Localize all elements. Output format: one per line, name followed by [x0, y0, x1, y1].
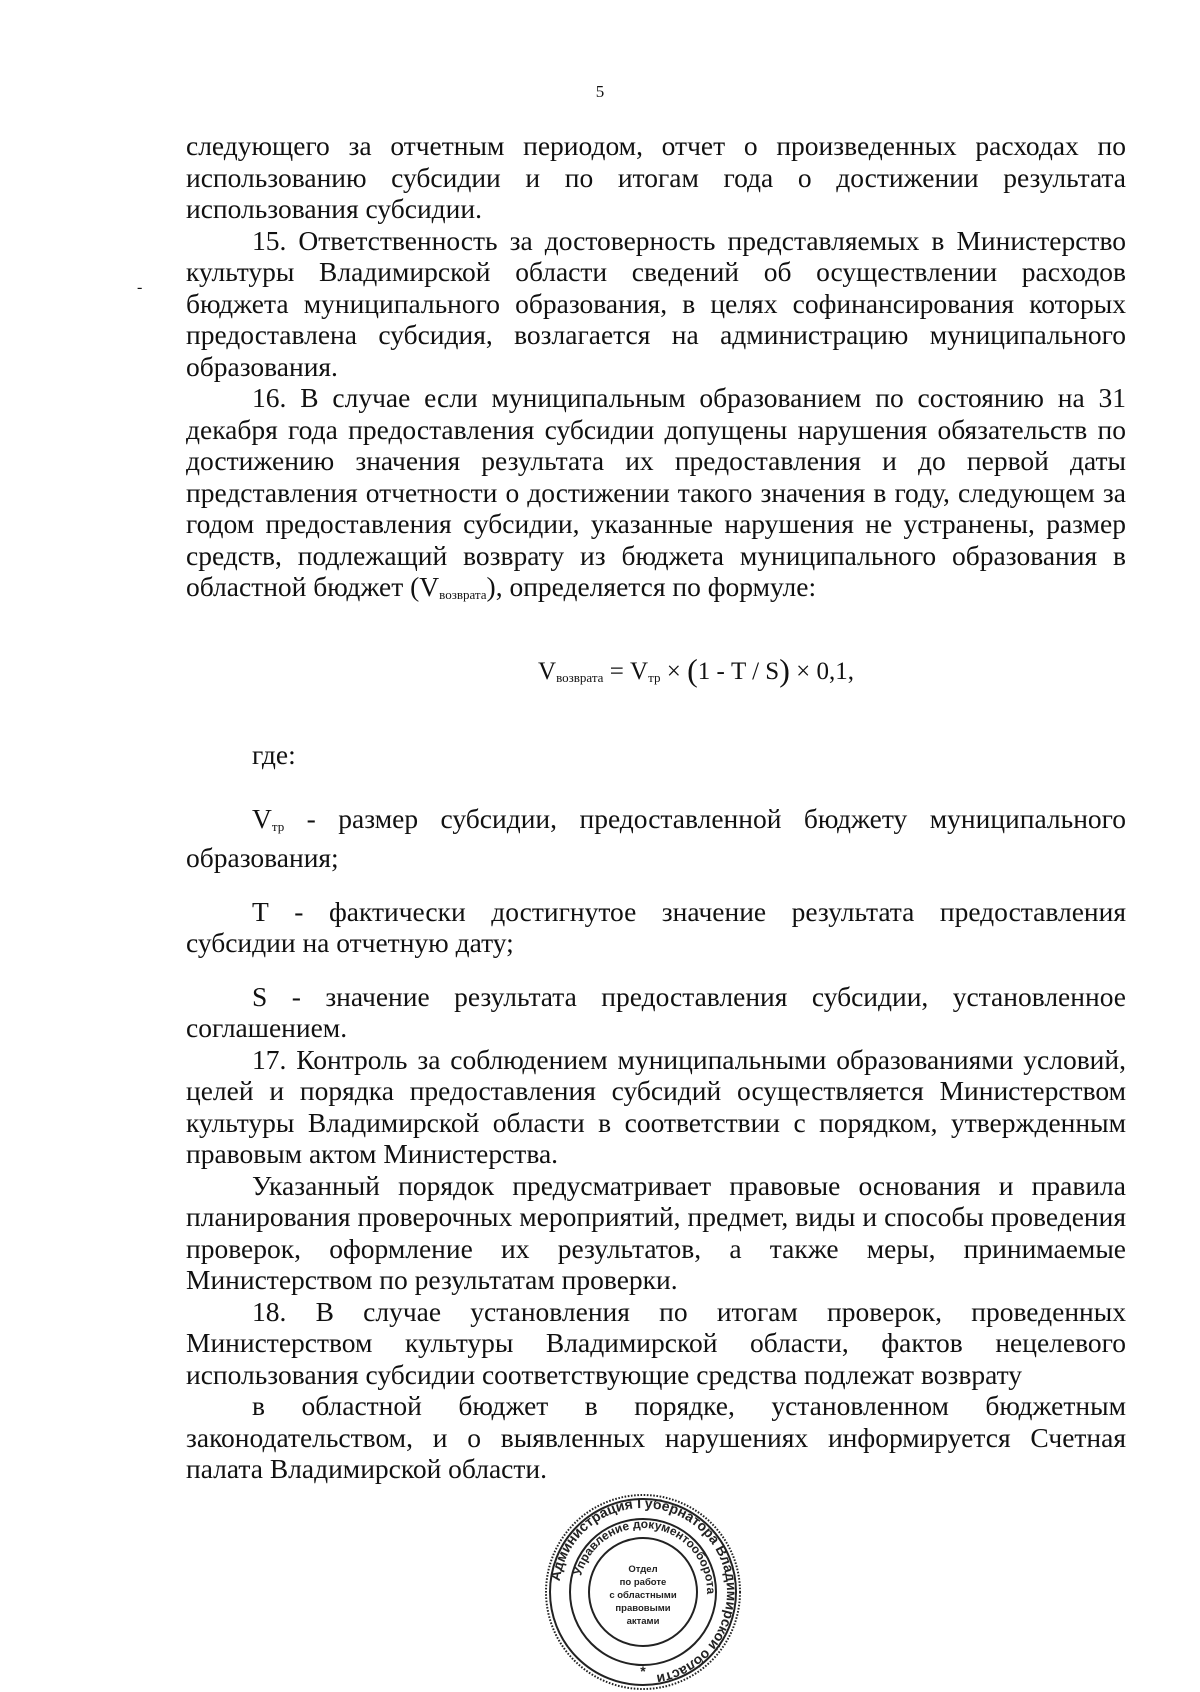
paragraph-16-subscript: возврата	[439, 587, 487, 602]
definition-v-subscript: тр	[271, 818, 285, 834]
page-number: 5	[595, 82, 605, 101]
formula-tr-subscript: тр	[648, 669, 661, 685]
paragraph-16	[186, 382, 1126, 611]
paragraph-16-end: ), определяется по формуле:	[486, 571, 817, 602]
stamp-outer-text: Администрация Губернатора Владимирской области	[546, 1494, 741, 1688]
formula-lhs: V	[538, 657, 557, 685]
official-stamp	[543, 1492, 743, 1692]
formula-multiply: ×	[660, 657, 688, 685]
formula-tail: × 0,1,	[789, 657, 854, 685]
stamp-center-line-1: Отдел	[628, 1564, 658, 1575]
stamp-center-line-5: актами	[626, 1616, 660, 1627]
definition-v-text: - размер субсидии, предоставленной бюджету муниципального образования;	[186, 802, 1126, 873]
paragraph-15: 15. Ответственность за достоверность представляемых в Министерство культуры Владимирской области сведений об осуществлении расходов бюджета муниципального образования, в целях софинансирования которых предоставлена субсидия, возлагается на администрацию муниципального образования.	[186, 224, 1126, 382]
stamp-center-line-3: с областными	[609, 1590, 677, 1601]
paragraph-14-end: следующего за отчетным периодом, отчет о произведенных расходах по использованию субсидии и по итогам года о достижении результата использования субсидии.	[186, 130, 1126, 224]
stamp-star: *	[640, 1663, 646, 1679]
stamp-center-line-4: правовыми	[615, 1603, 671, 1614]
paragraph-18a: 18. В случае установления по итогам проверок, проведенных Министерством культуры Владимирской области, фактов нецелевого использования субсидии соответствующие средства подлежат возврату	[186, 1295, 1126, 1390]
definition-v	[186, 803, 1126, 874]
where-label: где:	[252, 739, 296, 770]
paragraph-16-text: 16. В случае если муниципальным образованием по состоянию на 31 декабря года предоставления субсидии допущены нарушения обязательств по достижению значения результата их предоставления и до первой даты представления отчетности о достижении такого значения в году, следующем за годом предоставления субсидии, указанные нарушения не устранены, размер средств, подлежащий возврату из бюджета муниципального образования в областной бюджет (V	[186, 382, 1126, 602]
definition-s: S - значение результата предоставления субсидии, установленное соглашением.	[186, 980, 1126, 1043]
formula-eq: = V	[603, 657, 649, 685]
document-body	[186, 130, 1126, 1485]
formula-close-paren: )	[779, 651, 790, 688]
definition-v-symbol: V	[252, 802, 272, 834]
margin-mark: -	[137, 279, 143, 296]
paragraph-17: 17. Контроль за соблюдением муниципальными образованиями условий, целей и порядка предоставления субсидий осуществляется Министерством культуры Владимирской области в соответствии с порядком, утвержденным правовым актом Министерства.	[186, 1043, 1126, 1169]
formula-inner: 1 - T / S	[697, 657, 780, 685]
definition-t: Т - фактически достигнутое значение результата предоставления субсидии на отчетную дату;	[186, 895, 1126, 958]
paragraph-18b: в областной бюджет в порядке, установленном бюджетным законодательством, и о выявленных нарушениях информируется Счетная палата Владимирской области.	[186, 1390, 1126, 1484]
formula-lhs-subscript: возврата	[556, 669, 604, 685]
formula-open-paren: (	[687, 651, 698, 688]
paragraph-17b: Указанный порядок предусматривает правовые основания и правила планирования проверочных мероприятий, предмет, виды и способы проведения проверок, оформление их результатов, а также меры, принимаемые Министерством по результатам проверки.	[186, 1169, 1126, 1295]
stamp-inner-text: Управление документооборота	[570, 1516, 719, 1595]
formula	[186, 651, 1126, 694]
stamp-center-line-2: по работе	[619, 1577, 667, 1588]
